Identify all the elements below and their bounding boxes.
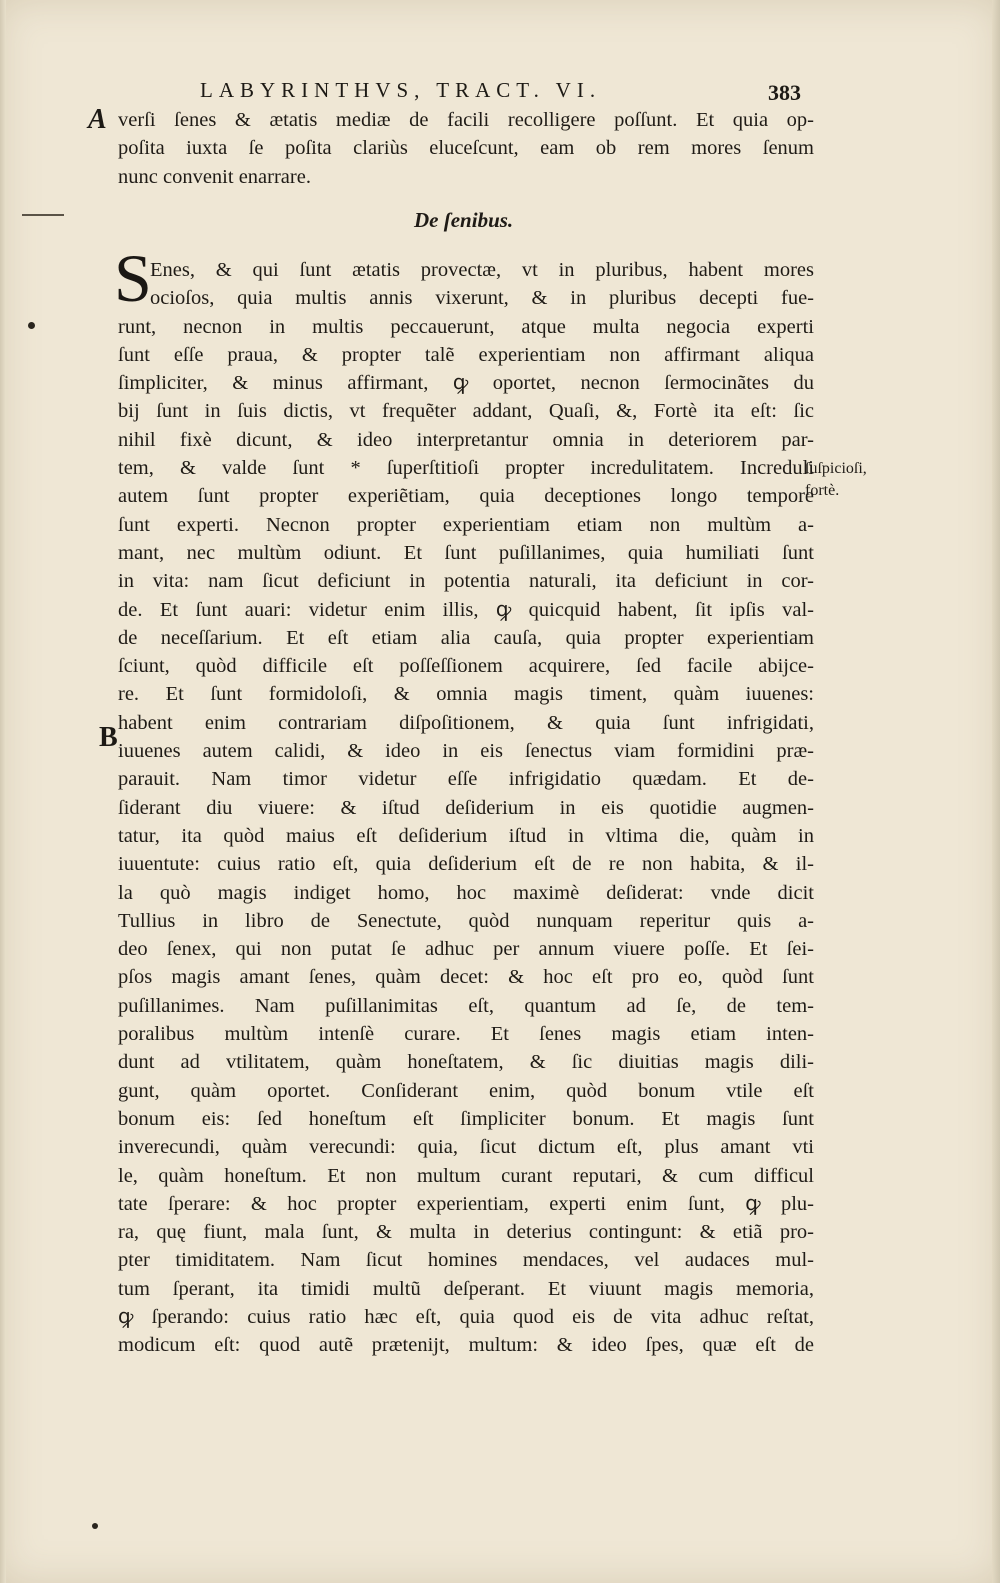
page-number: 383 [768,80,801,105]
text-line: inverecundi, quàm verecundi: quia, ſicut dictum eſt, plus amant vti [118,1136,814,1159]
text-line: Tullius in libro de Senectute, quòd nunquam reperitur quis a- [118,909,814,932]
text-line: in vita: nam ſicut deficiunt in potentia naturali, ita deficiunt in cor- [118,570,814,593]
text-line: tatur, ita quòd maius eſt deſiderium iſtud in vltima die, quàm in [118,824,814,847]
text-line: poſita iuxta ſe poſita clariùs eluceſcunt, eam ob rem mores ſenum [118,137,814,160]
text-line: de. Et ſunt auari: videtur enim illis, ꝙ quicquid habent, ſit ipſis val- [118,598,814,621]
text-line: ſunt experti. Necnon propter experientiam etiam non multùm a- [118,513,814,536]
margin-rule [22,214,64,216]
marginal-note [805,458,867,502]
text-line: tem, & valde ſunt * ſuperſtitioſi propter incredulitatem. Increduli [118,457,814,480]
text-line: ſunt eſſe praua, & propter talẽ experientiam non affirmant aliqua [118,343,814,366]
text-line: mant, nec multùm odiunt. Et ſunt puſillanimes, quia humiliati ſunt [118,541,814,564]
intro-paragraph [118,106,814,191]
text-line: ſiderant diu viuere: & iſtud deſiderium in eis quotidie augmen- [118,796,814,819]
text-line: pſos magis amant ſenes, quàm decet: & hoc eſt pro eo, quòd ſunt [118,966,814,989]
text-line: Enes, & qui ſunt ætatis provectæ, vt in pluribus, habent mores [150,259,814,281]
page-edge-right [992,0,1000,1583]
text-line: le, quàm honeſtum. Et non multum curant reputari, & cum difficul [118,1164,814,1187]
page-edge-left [0,0,6,1583]
text-line: iuuentute: cuius ratio eſt, quia deſiderium eſt de re non habita, & il- [118,853,814,876]
body-paragraph [118,256,814,1360]
text-line: puſillanimes. Nam puſillanimitas eſt, quantum ad ſe, de tem- [118,994,814,1017]
text-line: habent enim contrariam diſpoſitionem, & quia ſunt infrigidati, [118,711,814,734]
text-line: pter timiditatem. Nam ſicut homines mendaces, vel audaces mul- [118,1249,814,1272]
text-line: verſi ſenes & ætatis mediæ de facili recolligere poſſunt. Et quia op- [118,109,814,131]
text-line: iuuenes autem calidi, & ideo in eis ſenectus viam formidini præ- [118,740,814,763]
text-line: nunc convenit enarrare. [118,165,311,188]
text-line: ꝙ ſperando: cuius ratio hæc eſt, quia quod eis de vita adhuc reſtat, [118,1305,814,1328]
text-line: autem ſunt propter experiẽtiam, quia deceptiones longo tempore [118,485,814,508]
text-line: ſimpliciter, & minus affirmant, ꝙ oportet, necnon ſermocinãtes du [118,372,814,395]
running-head: LABYRINTHVS, TRACT. VI. [200,78,602,102]
text-line: de neceſſarium. Et eſt etiam alia cauſa, quia propter experientiam [118,626,814,649]
text-line: runt, necnon in multis peccauerunt, atque multa negocia experti [118,315,814,338]
text-line: gunt, quàm oportet. Conſiderant enim, quòd bonum vtile eſt [118,1079,814,1102]
ink-spot [28,322,35,329]
section-marker-a: A [88,104,107,135]
text-line: tum ſperant, ita timidi multũ deſperant. Et viuunt magis memoria, [118,1277,814,1300]
text-line: ocioſos, quia multis annis vixerunt, & in pluribus decepti fue- [150,287,814,310]
text-line: tate ſperare: & hoc propter experientiam, experti enim ſunt, ꝙ plu- [118,1192,814,1215]
text-line: ra, quę fiunt, mala ſunt, & multa in deterius contingunt: & etiã pro- [118,1221,814,1244]
text-line: bij ſunt in ſuis dictis, vt frequẽter addant, Quaſi, &, Fortè ita eſt: ſic [118,400,814,423]
text-line: re. Et ſunt formidoloſi, & omnia magis timent, quàm iuuenes: [118,683,814,706]
text-line: poralibus multùm intenſè curare. Et ſenes magis etiam inten- [118,1023,814,1046]
text-line: nihil fixè dicunt, & ideo interpretantur omnia in deteriorem par- [118,428,814,451]
text-line: la quò magis indiget homo, hoc maximè deſiderat: vnde dicit [118,881,814,904]
text-line: dunt ad vtilitatem, quàm honeſtatem, & ſic diuitias magis dili- [118,1051,814,1074]
marginal-note-line: ſuſpicioſi, [805,460,867,477]
section-marker-b: B [99,722,118,753]
text-line: parauit. Nam timor videtur eſſe infrigidatio quædam. Et de- [118,768,814,791]
text-line: bonum eis: ſed honeſtum eſt ſimpliciter bonum. Et magis ſunt [118,1107,814,1130]
drop-capital: S [114,240,152,316]
text-line: deo ſenex, qui non putat ſe adhuc per annum viuere poſſe. Et ſei- [118,938,814,961]
ink-spot [92,1523,98,1529]
text-line: modicum eſt: quod autẽ prætenijt, multum: & ideo ſpes, quæ eſt de [118,1334,814,1357]
text-line: ſciunt, quòd difficile eſt poſſeſſionem acquirere, ſed facile abijce- [118,655,814,678]
section-heading: De ſenibus. [414,208,514,232]
marginal-note-line: fortè. [805,482,840,499]
